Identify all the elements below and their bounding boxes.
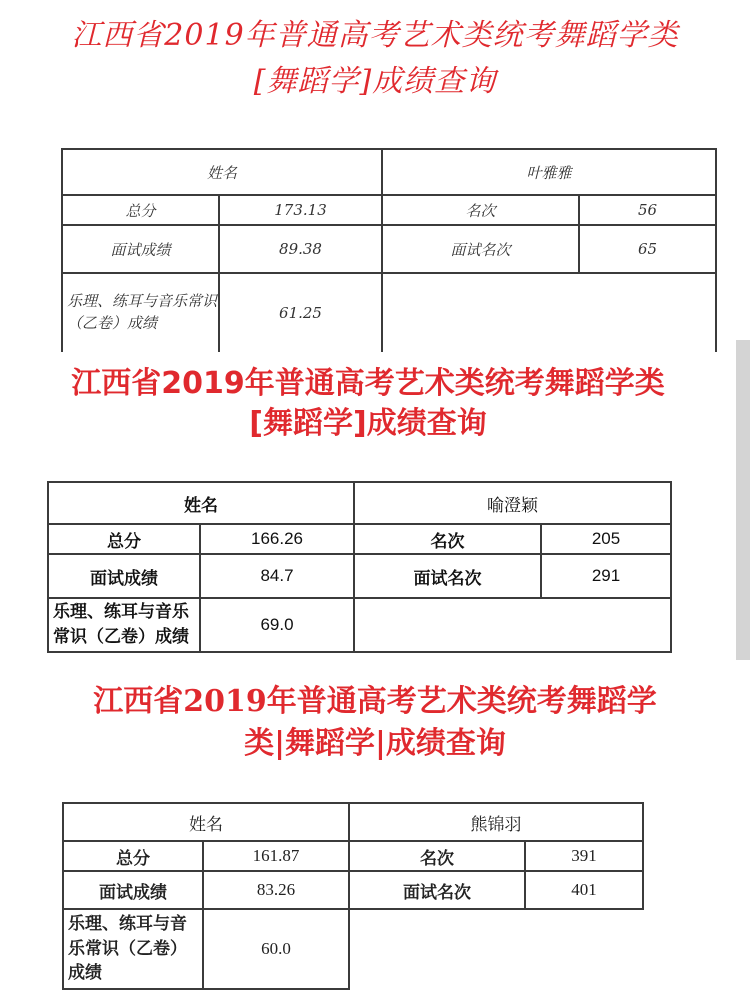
interview-value: 83.26 <box>203 871 349 909</box>
name-label: 姓名 <box>62 149 382 195</box>
theory-label: 乐理、练耳与音乐常识（乙卷）成绩 <box>62 273 219 353</box>
section1-title-line2: [舞蹈学]成绩查询 <box>253 64 497 99</box>
interview-rank-value: 291 <box>541 554 671 598</box>
interview-label: 面试成绩 <box>62 225 219 273</box>
total-value: 161.87 <box>203 841 349 871</box>
theory-value: 61.25 <box>219 273 382 353</box>
empty-cell <box>349 909 643 989</box>
total-label: 总分 <box>63 841 203 871</box>
rank-label: 名次 <box>382 195 579 225</box>
total-label: 总分 <box>62 195 219 225</box>
section2-title-line2: [舞蹈学]成绩查询 <box>249 406 487 441</box>
section3-score-table <box>62 802 644 990</box>
name-value: 喻澄颖 <box>354 482 671 524</box>
rank-value: 56 <box>579 195 716 225</box>
section1-score-table <box>61 148 717 354</box>
interview-value: 89.38 <box>219 225 382 273</box>
right-edge-strip <box>736 340 750 660</box>
total-label: 总分 <box>48 524 200 554</box>
interview-rank-value: 65 <box>579 225 716 273</box>
theory-value: 69.0 <box>200 598 354 652</box>
total-value: 166.26 <box>200 524 354 554</box>
total-value: 173.13 <box>219 195 382 225</box>
empty-cell <box>382 273 716 353</box>
interview-value: 84.7 <box>200 554 354 598</box>
name-label: 姓名 <box>63 803 349 841</box>
rank-value: 205 <box>541 524 671 554</box>
rank-label: 名次 <box>349 841 525 871</box>
interview-label: 面试成绩 <box>63 871 203 909</box>
section2-score-table <box>47 481 672 653</box>
section3-title-line1: 江西省2019年普通高考艺术类统考舞蹈学 <box>93 684 657 719</box>
theory-value: 60.0 <box>203 909 349 989</box>
interview-label: 面试成绩 <box>48 554 200 598</box>
theory-label: 乐理、练耳与音乐常识（乙卷）成绩 <box>63 909 203 989</box>
name-value: 熊锦羽 <box>349 803 643 841</box>
name-label: 姓名 <box>48 482 354 524</box>
interview-rank-label: 面试名次 <box>349 871 525 909</box>
section2-title-line1: 江西省2019年普通高考艺术类统考舞蹈学类 <box>71 366 665 401</box>
theory-label: 乐理、练耳与音乐常识（乙卷）成绩 <box>48 598 200 652</box>
empty-cell <box>354 598 671 652</box>
rank-label: 名次 <box>354 524 541 554</box>
section3-title-line2: 类|舞蹈学|成绩查询 <box>244 726 506 761</box>
section1-title-line1: 江西省2019年普通高考艺术类统考舞蹈学类 <box>71 18 679 53</box>
interview-rank-label: 面试名次 <box>382 225 579 273</box>
name-value: 叶雅雅 <box>382 149 716 195</box>
rank-value: 391 <box>525 841 643 871</box>
interview-rank-label: 面试名次 <box>354 554 541 598</box>
interview-rank-value: 401 <box>525 871 643 909</box>
